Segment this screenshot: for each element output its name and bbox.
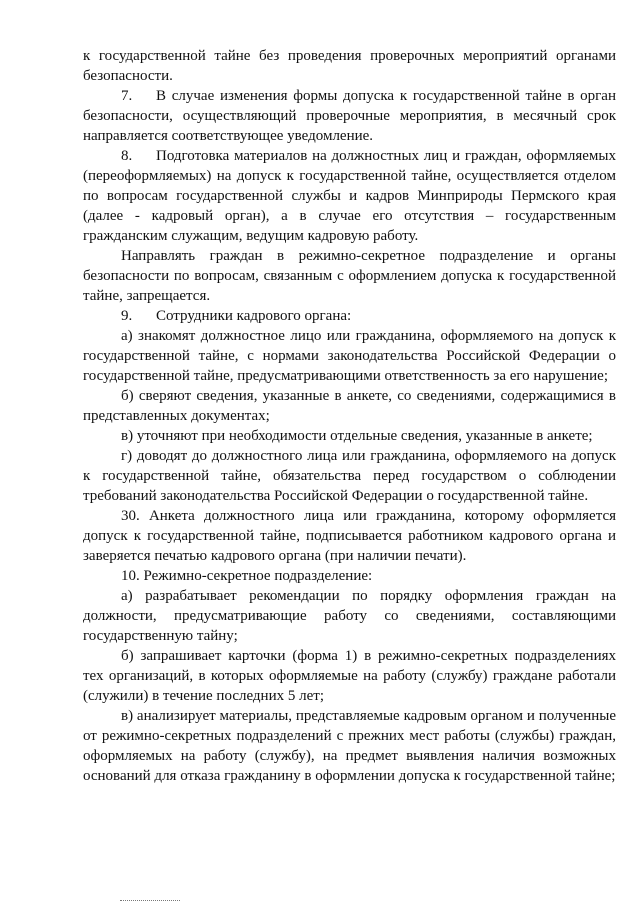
paragraph-text: в) анализирует материалы, представляемые кадровым органом и полученные от режимно-секретных подразделений с прежних мест работы (службы) граждан, оформляемых на работу (службу), на предмет выявления наличия возможных оснований для отказа гражданину в оформлении допуска к государственной тайне; [83,708,616,784]
subitem-10v [83,706,616,786]
paragraph-text: б) сверяют сведения, указанные в анкете, со сведениями, содержащимися в представленных документах; [83,388,616,424]
paragraph-8 [83,146,616,246]
paragraph-8-note [83,246,616,306]
paragraph-text: 10. Режимно-секретное подразделение: [121,568,373,584]
paragraph-10 [83,566,616,586]
paragraph-9 [83,306,616,326]
paragraph-text: б) запрашивает карточки (форма 1) в режимно-секретных подразделениях тех организаций, в которых оформляемые на работу (службу) граждане работали (служили) в течение последних 5 лет; [83,648,616,704]
paragraph-number: 9. [121,308,133,324]
paragraph-30 [83,506,616,566]
paragraph-text: Направлять граждан в режимно-секретное подразделение и органы безопасности по вопросам, связанным с оформлением допуска к государственной тайне, запрещается. [83,248,616,304]
paragraph-text: В случае изменения формы допуска к государственной тайне в орган безопасности, осуществляющий проверочные мероприятия, в месячный срок направляется соответствующее уведомление. [83,88,616,144]
paragraph-number: 7. [121,88,133,104]
subitem-9b [83,386,616,426]
paragraph-continuation [83,46,616,86]
paragraph-text: г) доводят до должностного лица или гражданина, оформляемого на допуск к государственной тайне, обязательства перед государством о соблюдении требований законодательства Российской Федерации о государственной тайне. [83,448,616,504]
subitem-10a [83,586,616,646]
subitem-9a [83,326,616,386]
scan-edge-mark [120,900,180,902]
paragraph-text: к государственной тайне без проведения проверочных мероприятий органами безопасности. [83,48,616,84]
paragraph-text: 30. Анкета должностного лица или гражданина, которому оформляется допуск к государственной тайне, подписывается работником кадрового органа и заверяется печатью кадрового органа (при наличии печати). [83,508,616,564]
subitem-10b [83,646,616,706]
paragraph-text: в) уточняют при необходимости отдельные сведения, указанные в анкете; [121,428,593,444]
paragraph-text: Сотрудники кадрового органа: [156,308,352,324]
subitem-9g [83,446,616,506]
paragraph-number: 8. [121,148,133,164]
paragraph-7 [83,86,616,146]
subitem-9v [83,426,616,446]
paragraph-text: а) разрабатывает рекомендации по порядку оформления граждан на должности, предусматривающие работу со сведениями, составляющими государственную тайну; [83,588,616,644]
paragraph-text: Подготовка материалов на должностных лиц и граждан, оформляемых (переоформляемых) на допуск к государственной тайне, осуществляется отделом по вопросам государственной службы и кадров Минприроды Пермского края (далее - кадровый орган), а в случае его отсутствия – государственным гражданским служащим, ведущим кадровую работу. [83,148,616,244]
paragraph-text: а) знакомят должностное лицо или гражданина, оформляемого на допуск к государственной тайне, с нормами законодательства Российской Федерации о государственной тайне, предусматривающими ответственность за его нарушение; [83,328,616,384]
